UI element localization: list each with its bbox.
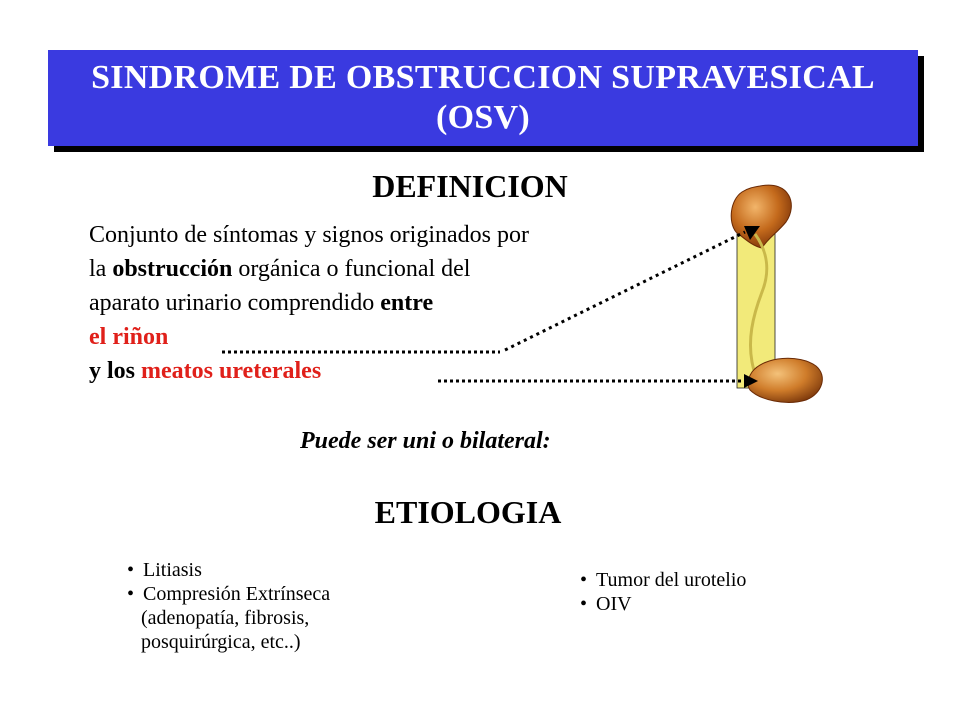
list-item-label: Tumor del urotelio [596, 569, 747, 591]
bullet-icon: • [580, 593, 588, 615]
text-fragment: y los [89, 358, 142, 384]
list-item [580, 568, 746, 592]
title-line-1: SINDROME DE OBSTRUCCION SUPRAVESICAL [91, 59, 875, 96]
definition-line-1: Conjunto de síntomas y signos originados por [89, 222, 529, 248]
list-item-continuation: posquirúrgica, etc..) [141, 631, 301, 653]
etiology-list-right [580, 568, 746, 616]
list-item [580, 592, 746, 616]
between-term: entre [380, 290, 434, 316]
kidney-label: el riñon [89, 324, 169, 350]
list-item-continuation: (adenopatía, fibrosis, [141, 607, 310, 629]
bladder-icon [748, 358, 823, 402]
list-item-label: OIV [596, 593, 632, 615]
list-item [127, 558, 330, 582]
list-item-label: Compresión Extrínseca [143, 583, 331, 605]
laterality-note: Puede ser uni o bilateral: [300, 428, 551, 454]
obstruction-term: obstrucción [112, 256, 233, 282]
definition-heading: DEFINICION [372, 168, 568, 204]
text-fragment: aparato urinario comprendido [89, 290, 381, 316]
text-fragment: la [89, 256, 113, 282]
kidney-pointer-diagonal [505, 232, 745, 350]
bullet-icon: • [580, 569, 588, 591]
bullet-icon: • [127, 559, 135, 581]
ureteral-meatus-label: meatos ureterales [141, 358, 322, 384]
list-item [127, 582, 330, 606]
bullet-icon: • [127, 583, 135, 605]
title-line-2: (OSV) [435, 99, 531, 136]
etiology-heading: ETIOLOGIA [374, 494, 562, 530]
list-item-label: Litiasis [143, 559, 202, 581]
text-fragment: orgánica o funcional del [232, 256, 471, 282]
etiology-list-left [127, 558, 330, 654]
